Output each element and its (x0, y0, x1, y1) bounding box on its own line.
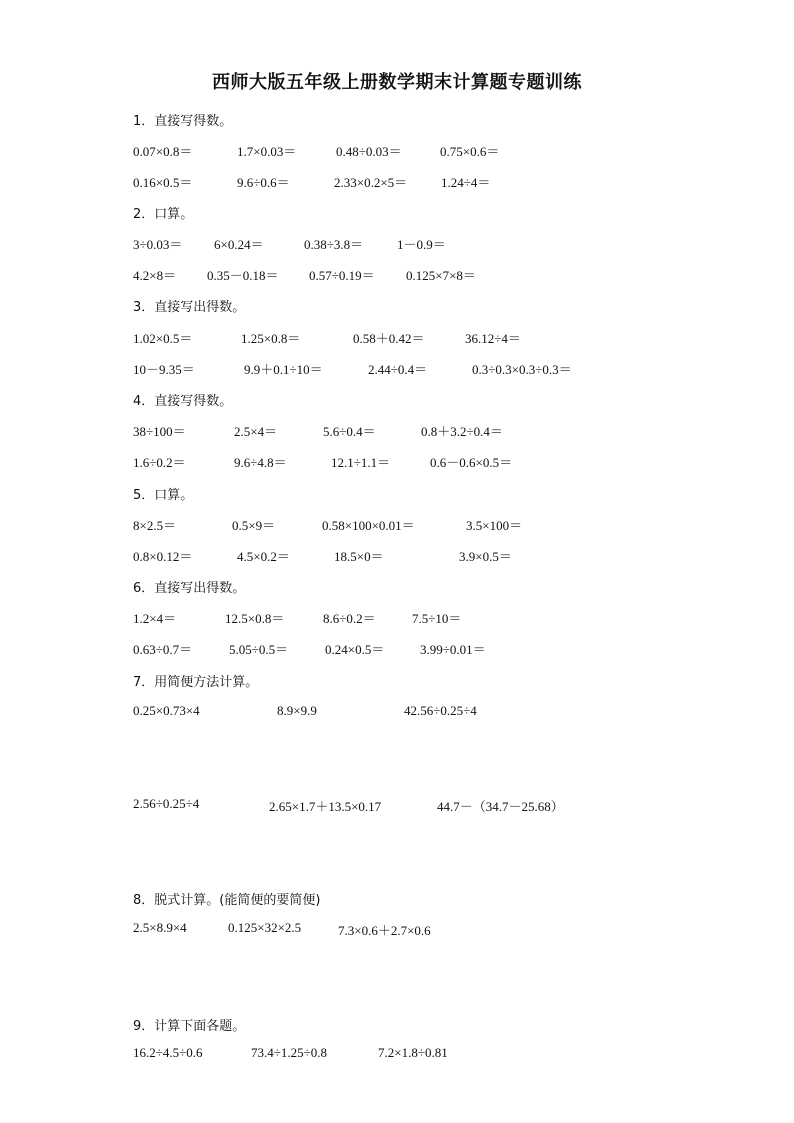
question-9-label: 9．计算下面各题。 (133, 1019, 246, 1034)
expression: 0.38÷3.8＝ (304, 237, 364, 252)
expression: 0.48÷0.03＝ (336, 144, 402, 159)
expression: 0.125×7×8＝ (406, 268, 476, 283)
question-8-label: 8．脱式计算。(能简便的要简便) (133, 893, 321, 908)
expression: 16.2÷4.5÷0.6 (133, 1045, 203, 1060)
expression: 0.6－0.6×0.5＝ (430, 455, 513, 470)
question-3-row-1 (0, 328, 794, 344)
question-5-row-1 (0, 515, 794, 531)
expression: 36.12÷4＝ (465, 331, 521, 346)
expression: 2.65×1.7＋13.5×0.17 (269, 799, 382, 814)
page-title: 西师大版五年级上册数学期末计算题专题训练 (212, 72, 582, 93)
question-5-row-2 (0, 546, 794, 562)
expression: 2.5×8.9×4 (133, 920, 187, 935)
expression: 0.58＋0.42＝ (353, 331, 425, 346)
question-6-label: 6．直接写出得数。 (133, 581, 246, 596)
expression: 5.05÷0.5＝ (229, 642, 289, 657)
expression: 12.1÷1.1＝ (331, 455, 391, 470)
question-2-label: 2．口算。 (133, 207, 194, 222)
expression: 3÷0.03＝ (133, 237, 183, 252)
question-3-label: 3．直接写出得数。 (133, 300, 246, 315)
question-2-row-1 (0, 234, 794, 250)
expression: 1－0.9＝ (397, 237, 446, 252)
expression: 18.5×0＝ (334, 549, 384, 564)
expression: 3.9×0.5＝ (459, 549, 512, 564)
expression: 2.44÷0.4＝ (368, 362, 428, 377)
question-4-row-2 (0, 452, 794, 468)
expression: 9.6÷0.6＝ (237, 175, 290, 190)
question-9-row-1 (0, 1045, 794, 1061)
expression: 73.4÷1.25÷0.8 (251, 1045, 328, 1060)
expression: 0.25×0.73×4 (133, 703, 200, 718)
expression: 1.7×0.03＝ (237, 144, 297, 159)
expression: 0.8＋3.2÷0.4＝ (421, 424, 503, 439)
question-5-label: 5．口算。 (133, 488, 194, 503)
expression: 0.8×0.12＝ (133, 549, 193, 564)
expression: 8×2.5＝ (133, 518, 177, 533)
expression: 44.7－（34.7－25.68） (437, 799, 564, 814)
question-4-label: 4．直接写得数。 (133, 394, 233, 409)
expression: 4.2×8＝ (133, 268, 177, 283)
question-4-row-1 (0, 421, 794, 437)
question-7-row-1 (0, 703, 794, 719)
expression: 38÷100＝ (133, 424, 186, 439)
expression: 12.5×0.8＝ (225, 611, 285, 626)
question-7-label: 7．用简便方法计算。 (133, 675, 259, 690)
expression: 6×0.24＝ (214, 237, 264, 252)
expression: 8.6÷0.2＝ (323, 611, 376, 626)
question-6-row-1 (0, 608, 794, 624)
expression: 2.56÷0.25÷4 (133, 796, 200, 811)
expression: 0.125×32×2.5 (228, 920, 302, 935)
expression: 1.2×4＝ (133, 611, 177, 626)
expression: 0.3÷0.3×0.3÷0.3＝ (472, 362, 572, 377)
expression: 3.5×100＝ (466, 518, 523, 533)
expression: 8.9×9.9 (277, 703, 317, 718)
expression: 10－9.35＝ (133, 362, 195, 377)
question-8-row-1 (0, 920, 794, 936)
question-1-label: 1．直接写得数。 (133, 114, 233, 129)
expression: 0.57÷0.19＝ (309, 268, 375, 283)
question-7-row-2 (0, 796, 794, 812)
expression: 1.02×0.5＝ (133, 331, 193, 346)
question-1-row-2 (0, 172, 794, 188)
question-3-row-2 (0, 359, 794, 375)
expression: 1.25×0.8＝ (241, 331, 301, 346)
expression: 2.33×0.2×5＝ (334, 175, 408, 190)
expression: 0.24×0.5＝ (325, 642, 385, 657)
expression: 5.6÷0.4＝ (323, 424, 376, 439)
expression: 7.5÷10＝ (412, 611, 462, 626)
expression: 0.35－0.18＝ (207, 268, 279, 283)
expression: 0.16×0.5＝ (133, 175, 193, 190)
expression: 2.5×4＝ (234, 424, 278, 439)
expression: 4.5×0.2＝ (237, 549, 290, 564)
expression: 3.99÷0.01＝ (420, 642, 486, 657)
expression: 7.2×1.8÷0.81 (378, 1045, 448, 1060)
expression: 0.5×9＝ (232, 518, 276, 533)
expression: 0.63÷0.7＝ (133, 642, 193, 657)
expression: 0.75×0.6＝ (440, 144, 500, 159)
expression: 9.6÷4.8＝ (234, 455, 287, 470)
question-1-row-1 (0, 141, 794, 157)
expression: 1.6÷0.2＝ (133, 455, 186, 470)
expression: 1.24÷4＝ (441, 175, 491, 190)
expression: 7.3×0.6＋2.7×0.6 (338, 923, 431, 938)
question-2-row-2 (0, 265, 794, 281)
expression: 9.9＋0.1÷10＝ (244, 362, 323, 377)
question-6-row-2 (0, 639, 794, 655)
expression: 0.07×0.8＝ (133, 144, 193, 159)
expression: 42.56÷0.25÷4 (404, 703, 477, 718)
expression: 0.58×100×0.01＝ (322, 518, 415, 533)
